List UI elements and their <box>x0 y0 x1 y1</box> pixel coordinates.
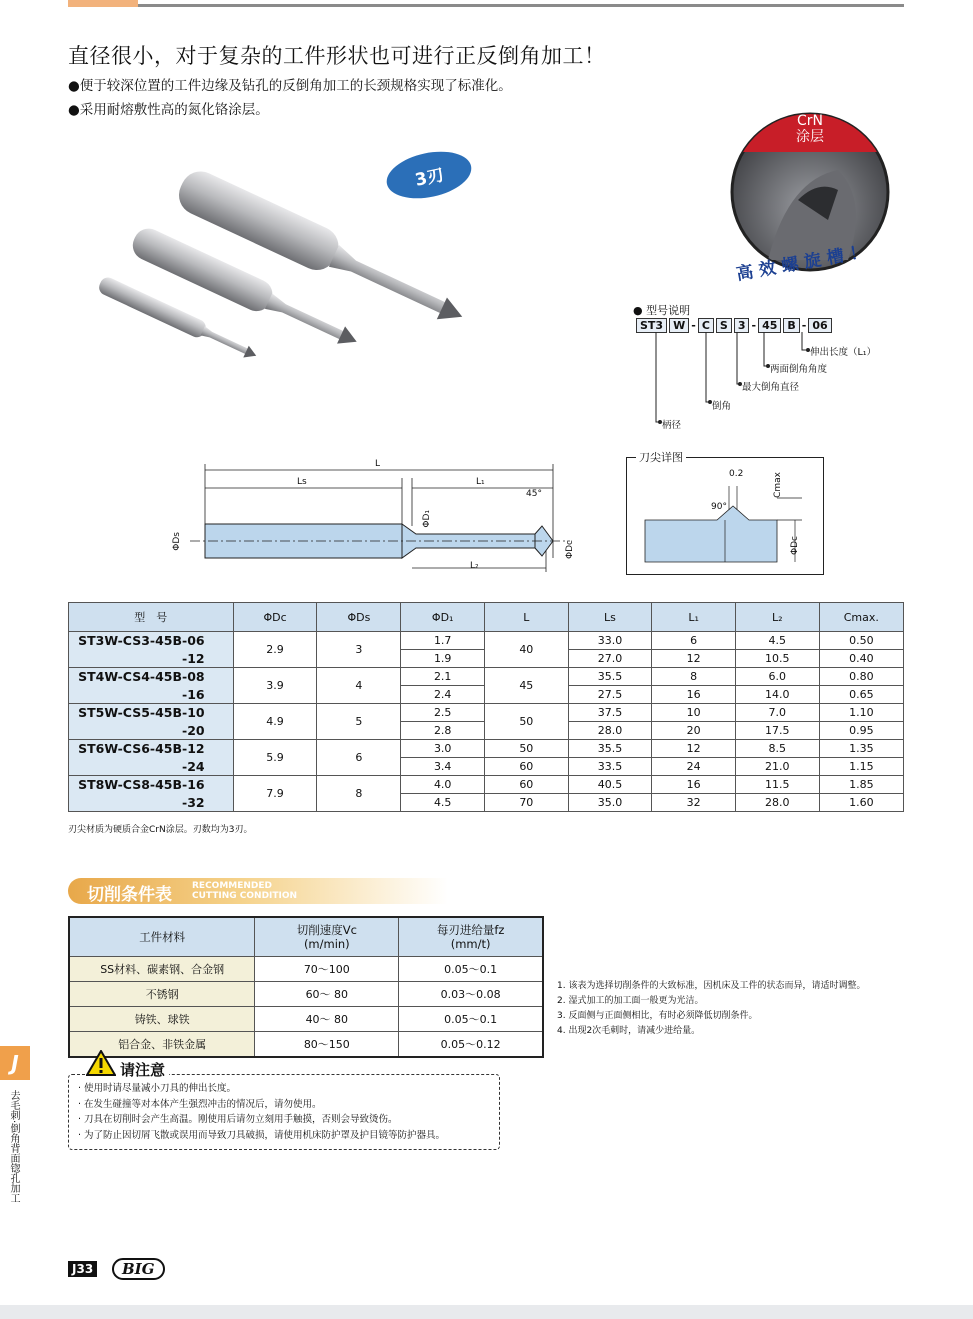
L1-cell: 12 <box>652 650 735 668</box>
L2-cell: 10.5 <box>735 650 819 668</box>
Ls-cell: 27.0 <box>568 650 652 668</box>
speed-unit: (m/min) <box>303 937 350 951</box>
tip-dc: ΦDc <box>790 536 800 555</box>
col-L1: L₁ <box>652 603 735 632</box>
caution-item: · 为了防止因切屑飞散或误用而导致刀具破损，请使用机床防护罩及护目镜等防护器具。 <box>78 1129 446 1141</box>
d1-cell: 4.0 <box>401 776 485 794</box>
section-tab: J <box>0 1046 30 1080</box>
col-cmax: Cmax. <box>819 603 903 632</box>
code-part: 06 <box>808 318 831 333</box>
table-row <box>69 1032 543 1058</box>
code-part: W <box>669 318 689 333</box>
L2-cell: 4.5 <box>735 632 819 650</box>
feature-bullet: ●采用耐熔敷性高的氮化铬涂层。 <box>68 102 269 118</box>
d1-cell: 2.4 <box>401 686 485 704</box>
feed-cell: 0.05〜0.1 <box>399 1007 543 1032</box>
L-cell: 50 <box>485 740 568 758</box>
caution-item: · 刀具在切削时会产生高温。刚使用后请勿立刻用手触摸，否则会导致烫伤。 <box>78 1114 398 1125</box>
d1-cell: 3.0 <box>401 740 485 758</box>
cutting-table <box>68 916 544 1058</box>
dc-cell: 5.9 <box>233 740 317 776</box>
dim-D1: ΦD₁ <box>422 510 432 528</box>
caution-list <box>78 1081 445 1143</box>
top-rule <box>138 4 904 7</box>
L1-cell: 24 <box>652 758 735 776</box>
model-cell: -12 <box>69 650 234 668</box>
table-row <box>69 1007 543 1032</box>
cmax-cell: 1.15 <box>819 758 903 776</box>
d1-cell: 2.5 <box>401 704 485 722</box>
col-dc: ΦDc <box>233 603 317 632</box>
model-cell: ST6W-CS6-45B-12 <box>69 740 234 758</box>
tip-cmax: Cmax <box>773 472 783 498</box>
L-cell: 60 <box>485 758 568 776</box>
cutting-subtitle-line: CUTTING CONDITION <box>192 891 298 901</box>
ds-cell: 8 <box>317 776 401 812</box>
dim-L1: L₁ <box>476 477 485 487</box>
material-cell: 铸铁、球铁 <box>69 1007 255 1032</box>
speed-cell: 70〜100 <box>255 957 399 982</box>
feature-bullet: ●便于较深位置的工件边缘及钻孔的反倒角加工的长颈规格实现了标准化。 <box>68 78 512 94</box>
table-row <box>69 758 904 776</box>
L2-cell: 28.0 <box>735 794 819 812</box>
model-code: ST3 W - C S 3 - 45 B - 06 <box>636 318 832 333</box>
L2-cell: 8.5 <box>735 740 819 758</box>
col-feed <box>399 917 543 957</box>
cutting-note: 3. 反面侧与正面侧相比，有时必须降低切削条件。 <box>557 1011 758 1021</box>
cmax-cell: 1.10 <box>819 704 903 722</box>
d1-cell: 1.7 <box>401 632 485 650</box>
d1-cell: 2.1 <box>401 668 485 686</box>
speed-label: 切削速度Vc <box>296 923 357 937</box>
L1-cell: 8 <box>652 668 735 686</box>
ds-cell: 6 <box>317 740 401 776</box>
legend-shank-dia: 柄径 <box>662 420 682 431</box>
dim-L: L <box>375 459 381 469</box>
Ls-cell: 40.5 <box>568 776 652 794</box>
table-row <box>69 704 904 722</box>
L1-cell: 20 <box>652 722 735 740</box>
Ls-cell: 37.5 <box>568 704 652 722</box>
L1-cell: 16 <box>652 776 735 794</box>
cutting-subtitle-line: RECOMMENDED <box>192 881 273 891</box>
L1-cell: 6 <box>652 632 735 650</box>
code-part: 45 <box>758 318 781 333</box>
feed-unit: (mm/t) <box>450 937 491 951</box>
tip-angle: 90° <box>711 502 727 512</box>
legend-overhang: 伸出长度（L₁） <box>810 347 877 358</box>
cmax-cell: 0.50 <box>819 632 903 650</box>
L1-cell: 10 <box>652 704 735 722</box>
model-cell: ST8W-CS8-45B-16 <box>69 776 234 794</box>
L-cell: 60 <box>485 776 568 794</box>
L-cell: 50 <box>485 704 568 740</box>
L2-cell: 21.0 <box>735 758 819 776</box>
cmax-cell: 1.35 <box>819 740 903 758</box>
L-cell: 45 <box>485 668 568 704</box>
cmax-cell: 0.40 <box>819 650 903 668</box>
legend-chamfer-angle: 两面倒角角度 <box>770 364 828 375</box>
warning-icon <box>86 1050 116 1076</box>
L-cell: 70 <box>485 794 568 812</box>
col-L2: L₂ <box>735 603 819 632</box>
flutes-badge: 3刃 <box>382 145 475 206</box>
feed-cell: 0.03〜0.08 <box>399 982 543 1007</box>
tip-detail-drawing <box>627 470 822 572</box>
cutting-note: 1. 该表为选择切削条件的大致标准，因机床及工件的状态而异，请适时调整。 <box>557 981 866 991</box>
dc-cell: 2.9 <box>233 632 317 668</box>
L-cell: 40 <box>485 632 568 668</box>
dim-angle: 45° <box>526 489 542 499</box>
d1-cell: 3.4 <box>401 758 485 776</box>
col-speed <box>255 917 399 957</box>
L1-cell: 16 <box>652 686 735 704</box>
speed-cell: 60〜 80 <box>255 982 399 1007</box>
spec-table <box>68 602 904 812</box>
feed-cell: 0.05〜0.12 <box>399 1032 543 1058</box>
code-part: S <box>716 318 732 333</box>
page-headline: 直径很小，对于复杂的工件形状也可进行正反倒角加工！ <box>68 44 606 68</box>
L1-cell: 12 <box>652 740 735 758</box>
cmax-cell: 0.95 <box>819 722 903 740</box>
tip-gap: 0.2 <box>729 469 744 479</box>
col-ds: ΦDs <box>317 603 401 632</box>
Ls-cell: 35.5 <box>568 740 652 758</box>
ds-cell: 3 <box>317 632 401 668</box>
col-material: 工件材料 <box>69 917 255 957</box>
code-part: B <box>783 318 799 333</box>
cutting-note: 2. 湿式加工的加工面一般更为光洁。 <box>557 996 704 1006</box>
bottom-strip <box>0 1305 973 1319</box>
L2-cell: 14.0 <box>735 686 819 704</box>
code-part: ST3 <box>636 318 667 333</box>
ds-cell: 4 <box>317 668 401 704</box>
speed-cell: 80〜150 <box>255 1032 399 1058</box>
coating-tagline: 高效螺旋槽！ <box>734 241 875 285</box>
feed-label: 每刃进给量fz <box>436 923 505 937</box>
legend-chamfer: 倒角 <box>712 401 732 412</box>
table-header-row <box>69 603 904 632</box>
Ls-cell: 33.0 <box>568 632 652 650</box>
tool-photo <box>95 160 515 380</box>
L1-cell: 32 <box>652 794 735 812</box>
tip-detail-title: 刀尖详图 <box>636 449 686 465</box>
section-tab-label: 去毛刺·倒角背面锪孔加工 <box>8 1090 19 1204</box>
caution-item: · 在发生碰撞等对本体产生强烈冲击的情况后，请勿使用。 <box>78 1098 322 1110</box>
cutting-header-row <box>69 917 543 957</box>
spec-table-note: 刃尖材质为硬质合金CrN涂层。刃数均为3刃。 <box>68 825 253 835</box>
d1-cell: 2.8 <box>401 722 485 740</box>
table-row <box>69 982 543 1007</box>
dim-Ls: Ls <box>297 477 307 487</box>
col-d1: ΦD₁ <box>401 603 485 632</box>
model-cell: ST3W-CS3-45B-06 <box>69 632 234 650</box>
table-row <box>69 776 904 794</box>
table-row <box>69 794 904 812</box>
material-cell: SS材料、碳素钢、合金钢 <box>69 957 255 982</box>
caution-title: 请注意 <box>116 1059 169 1080</box>
model-explanation-title: ● 型号说明 <box>633 304 691 317</box>
material-cell: 铝合金、非铁金属 <box>69 1032 255 1058</box>
Ls-cell: 35.0 <box>568 794 652 812</box>
model-cell: ST4W-CS4-45B-08 <box>69 668 234 686</box>
table-row <box>69 632 904 650</box>
cutting-notes <box>557 979 865 1039</box>
speed-cell: 40〜 80 <box>255 1007 399 1032</box>
model-cell: -32 <box>69 794 234 812</box>
model-cell: -20 <box>69 722 234 740</box>
cmax-cell: 1.85 <box>819 776 903 794</box>
table-row <box>69 957 543 982</box>
L2-cell: 7.0 <box>735 704 819 722</box>
brand-logo: BIG <box>112 1258 165 1280</box>
dim-Dc: ΦDc <box>565 540 575 559</box>
dc-cell: 4.9 <box>233 704 317 740</box>
dim-Ds: ΦDs <box>172 532 182 551</box>
coating-name: CrN <box>796 113 823 129</box>
dc-cell: 3.9 <box>233 668 317 704</box>
cmax-cell: 1.60 <box>819 794 903 812</box>
table-row <box>69 668 904 686</box>
coating-label: 涂层 <box>796 129 824 145</box>
d1-cell: 4.5 <box>401 794 485 812</box>
dim-L2: L₂ <box>470 561 479 571</box>
L2-cell: 17.5 <box>735 722 819 740</box>
legend-max-chamfer-dia: 最大倒角直径 <box>742 382 800 393</box>
cutting-subtitle <box>192 881 297 901</box>
table-row <box>69 740 904 758</box>
caution-item: · 使用时请尽量减小刀具的伸出长度。 <box>78 1083 237 1094</box>
dimension-drawing <box>170 458 590 578</box>
Ls-cell: 33.5 <box>568 758 652 776</box>
code-part: C <box>698 318 714 333</box>
material-cell: 不锈钢 <box>69 982 255 1007</box>
ds-cell: 5 <box>317 704 401 740</box>
code-part: 3 <box>734 318 750 333</box>
model-cell: ST5W-CS5-45B-10 <box>69 704 234 722</box>
feed-cell: 0.05〜0.1 <box>399 957 543 982</box>
dc-cell: 7.9 <box>233 776 317 812</box>
coating-badge <box>796 113 824 145</box>
cmax-cell: 0.65 <box>819 686 903 704</box>
cmax-cell: 0.80 <box>819 668 903 686</box>
col-model: 型 号 <box>69 603 234 632</box>
model-cell: -24 <box>69 758 234 776</box>
d1-cell: 1.9 <box>401 650 485 668</box>
page-number: J33 <box>68 1261 97 1277</box>
top-accent-bar <box>68 0 138 7</box>
cutting-note: 4. 出现2次毛刺时，请减少进给量。 <box>557 1026 701 1036</box>
model-cell: -16 <box>69 686 234 704</box>
Ls-cell: 27.5 <box>568 686 652 704</box>
cutting-title: 切削条件表 <box>87 885 172 905</box>
Ls-cell: 28.0 <box>568 722 652 740</box>
L2-cell: 11.5 <box>735 776 819 794</box>
col-L: L <box>485 603 568 632</box>
L2-cell: 6.0 <box>735 668 819 686</box>
col-Ls: Ls <box>568 603 652 632</box>
Ls-cell: 35.5 <box>568 668 652 686</box>
